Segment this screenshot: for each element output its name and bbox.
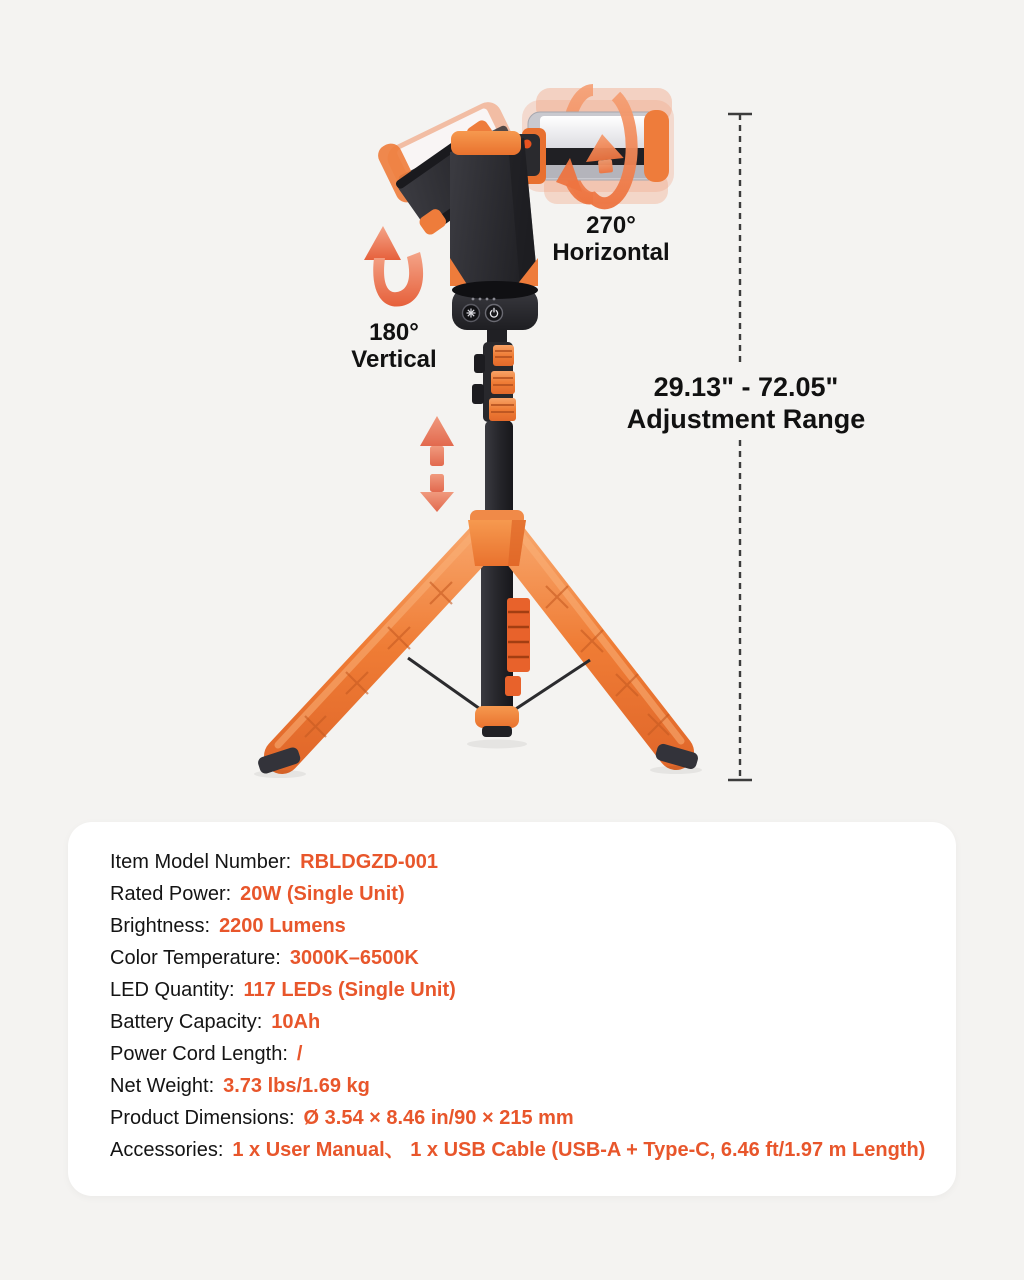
spec-value: 1 x User Manual、 1 x USB Cable (USB-A + Type-C, 6.46 ft/1.97 m Length) [232, 1139, 926, 1161]
adjustment-range-value: 29.13" - 72.05" [653, 372, 839, 402]
tripod-hub [468, 510, 526, 566]
lightbar-right-cap [644, 110, 669, 182]
spec-row-color-temperature [110, 942, 936, 974]
tripod-assembly [254, 510, 702, 778]
spec-value: 3.73 lbs/1.69 kg [223, 1075, 370, 1097]
spec-label: Accessories: [110, 1139, 224, 1161]
spec-row-accessories [110, 1134, 936, 1166]
spec-value: 10Ah [271, 1011, 321, 1033]
spec-label: Item Model Number: [110, 851, 292, 873]
vertical-rotation-angle: 180° [369, 319, 419, 346]
spec-value: 3000K–6500K [289, 947, 419, 969]
horizontal-rotation-angle: 270° [586, 212, 636, 239]
head-top-orange-bracket [451, 131, 521, 155]
horizontal-light-bar [514, 110, 669, 184]
spec-card [68, 822, 956, 1196]
spec-row-battery-capacity [110, 1006, 936, 1038]
adjustment-range-label: Adjustment Range [626, 404, 866, 434]
vertical-rotation-arrow [364, 226, 423, 307]
spec-label: Rated Power: [110, 883, 232, 905]
annotation-texts [351, 212, 865, 434]
tripod-leg-right [511, 532, 699, 770]
arrow-down [420, 474, 454, 512]
spec-label: Product Dimensions: [110, 1107, 295, 1129]
pole-orange-clamps [489, 345, 516, 421]
spec-value: Ø 3.54 × 8.46 in/90 × 215 mm [303, 1107, 574, 1129]
adjustment-range-dimension-line [728, 114, 752, 780]
base-top [452, 281, 538, 299]
tripod-leg-left [257, 532, 483, 775]
spec-row-net-weight [110, 1070, 936, 1102]
spec-row-power-cord-length [110, 1038, 936, 1070]
spec-value: / [296, 1043, 303, 1065]
spec-value: 117 LEDs (Single Unit) [243, 979, 456, 1001]
spec-label: Brightness: [110, 915, 211, 937]
spec-label: LED Quantity: [110, 979, 235, 1001]
spec-row-product-dimensions [110, 1102, 936, 1134]
vertical-rotation-label: Vertical [351, 346, 437, 373]
power-button [486, 305, 503, 322]
control-base [452, 281, 538, 330]
spec-label: Net Weight: [110, 1075, 215, 1097]
horizontal-rotation-label: Horizontal [552, 239, 670, 266]
spec-label: Power Cord Length: [110, 1043, 288, 1065]
spec-value: RBLDGZD-001 [300, 851, 438, 873]
arrow-up [420, 416, 454, 466]
spec-value: 2200 Lumens [219, 915, 346, 937]
spec-row-brightness [110, 910, 936, 942]
battery-accordion [505, 598, 530, 696]
spec-row-item-model-number [110, 846, 936, 878]
height-adjust-arrows [420, 416, 454, 512]
horizontal-rotation-group [514, 88, 674, 204]
pole-mid-section [485, 421, 513, 523]
spec-row-rated-power [110, 878, 936, 910]
spec-label: Battery Capacity: [110, 1011, 263, 1033]
spec-value: 20W (Single Unit) [240, 883, 405, 905]
lightbar-bottom-strip [538, 165, 658, 178]
head-column [450, 131, 538, 286]
brightness-button [463, 305, 480, 322]
spec-row-led-quantity [110, 974, 936, 1006]
spec-label: Color Temperature: [110, 947, 281, 969]
telescoping-pole [472, 330, 516, 523]
